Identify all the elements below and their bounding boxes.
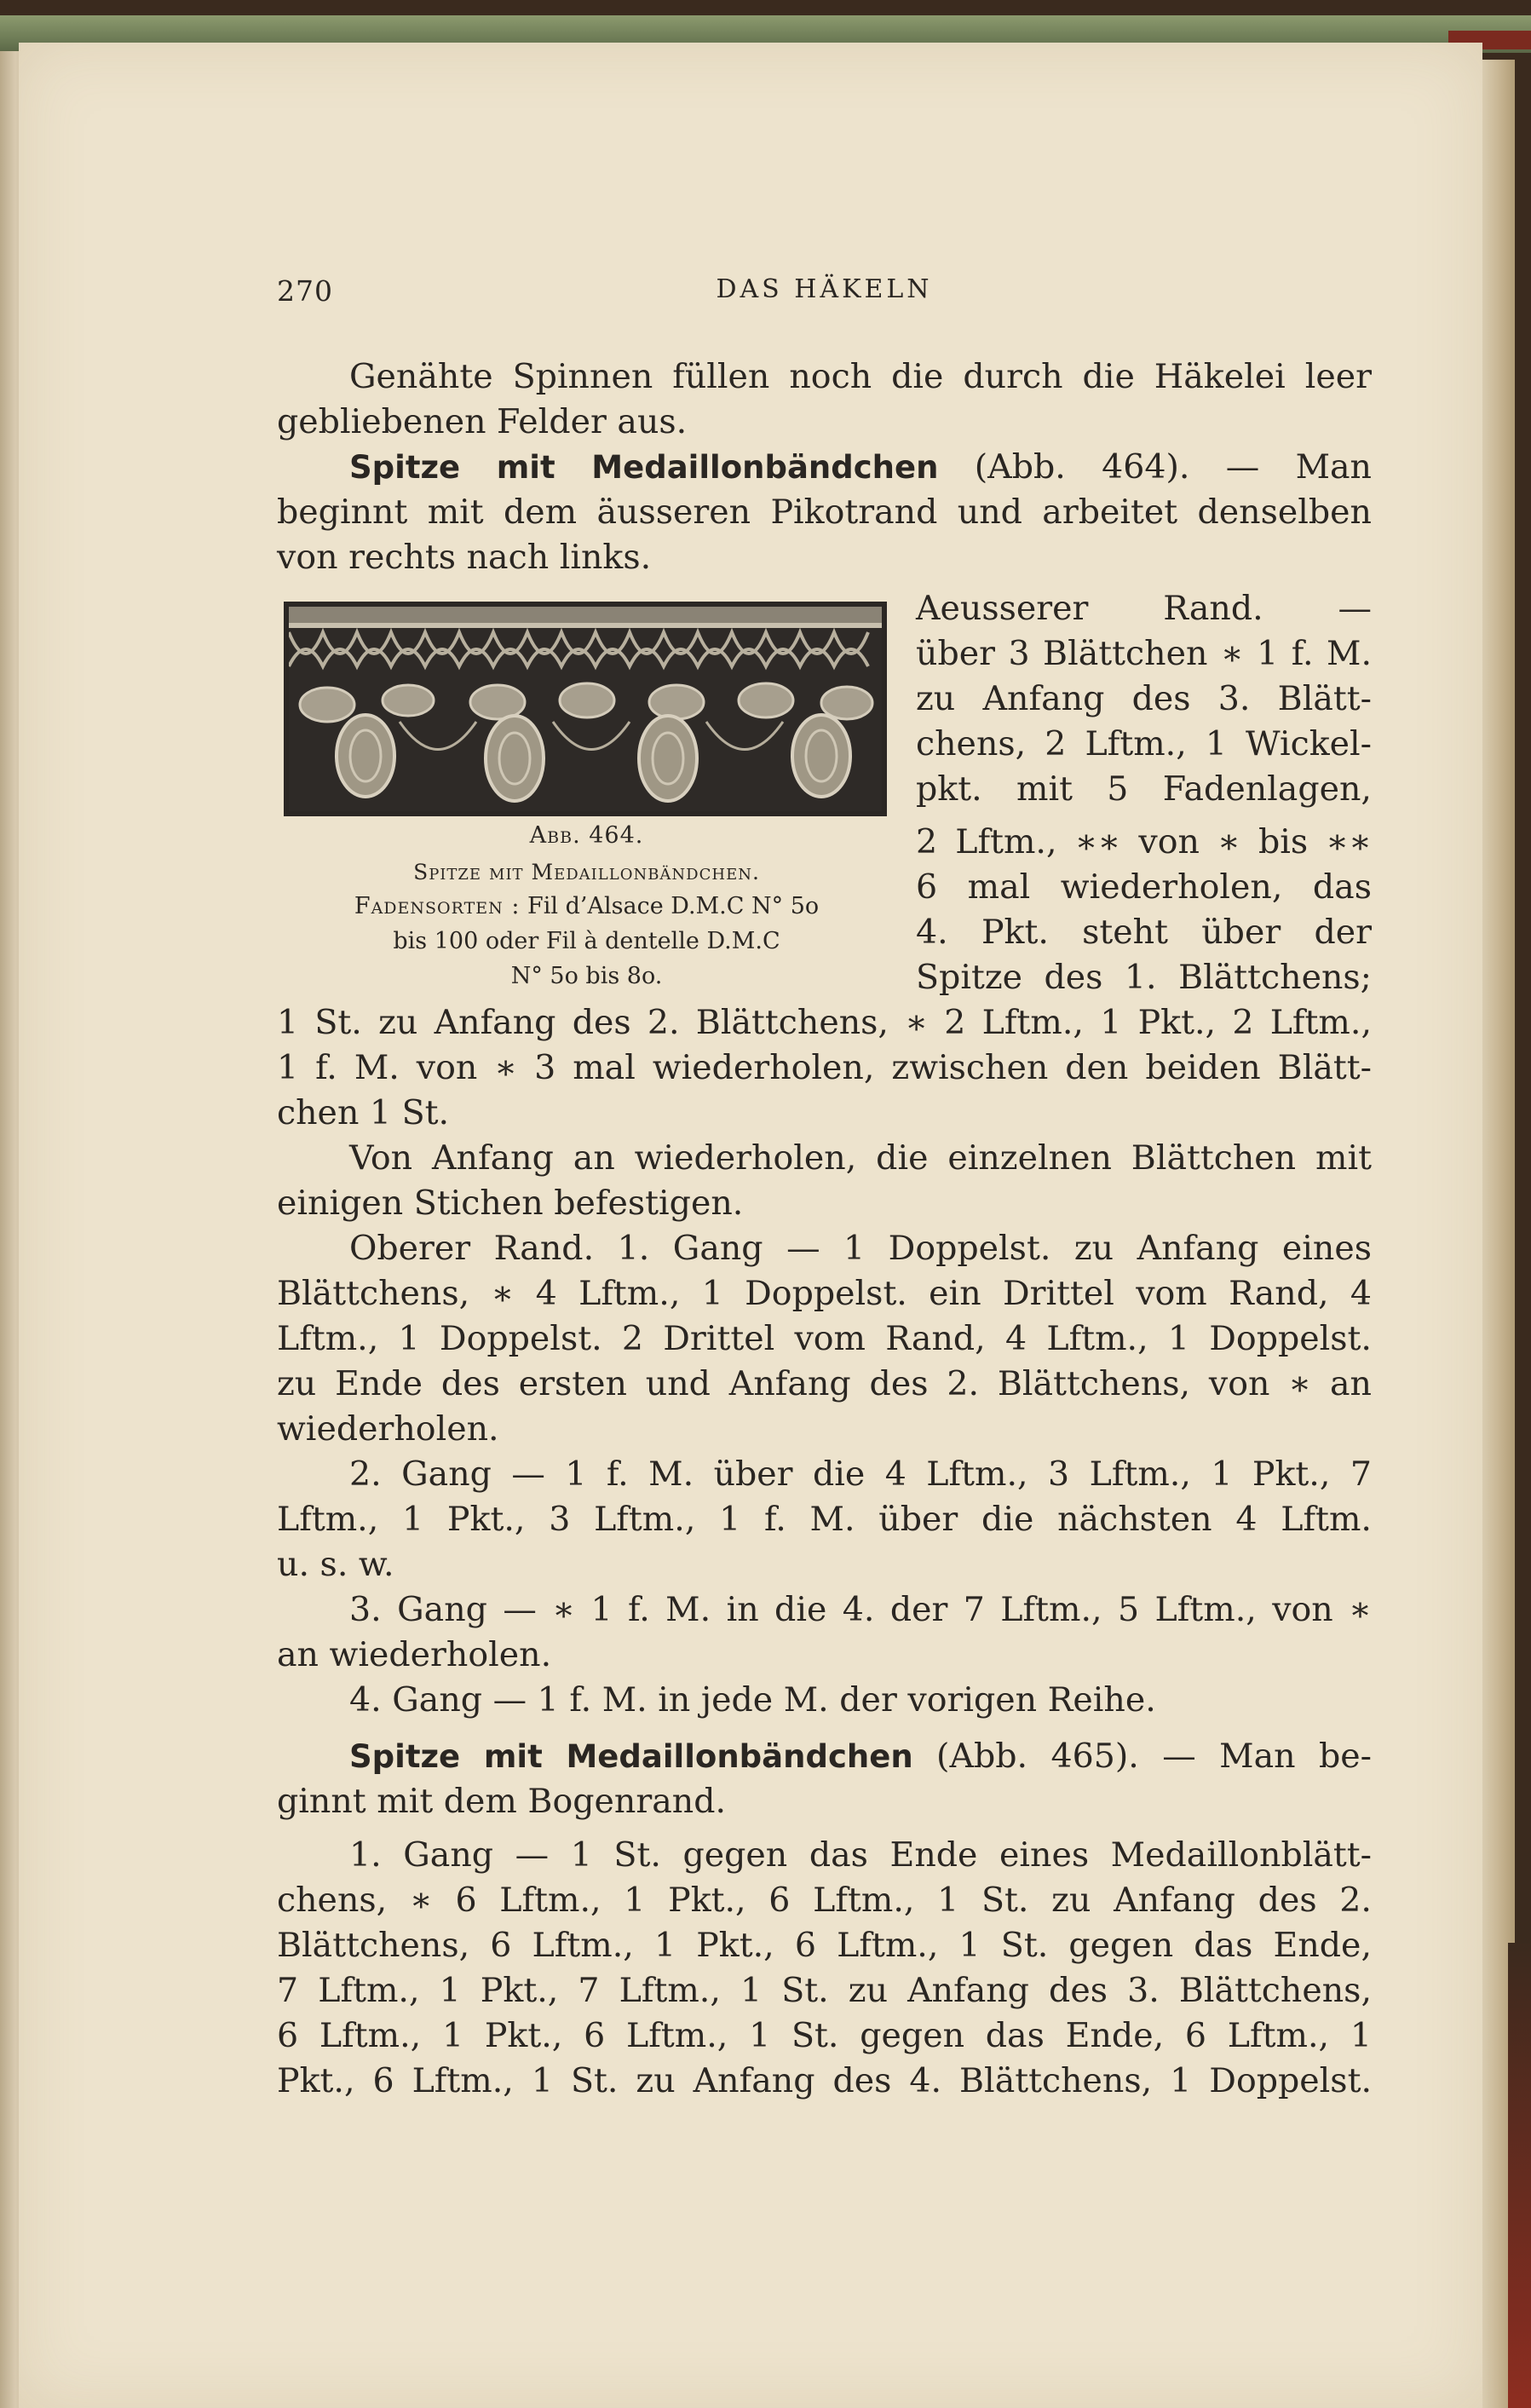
text-line: 1 f. M. von ∗ 3 mal wiederholen, zwischen den beiden Blätt- bbox=[277, 1048, 1372, 1087]
aside-line: 6 mal wiederholen, das bbox=[916, 867, 1372, 907]
cover-edge-red bbox=[1508, 1943, 1531, 2408]
text-line: einigen Stichen befestigen. bbox=[277, 1184, 744, 1223]
text-span: (Abb. 465). — Man be- bbox=[912, 1737, 1372, 1776]
aside-line: pkt. mit 5 Fadenlagen, bbox=[916, 769, 1372, 809]
section-heading-line bbox=[277, 441, 1372, 493]
lace-pattern-image bbox=[289, 607, 882, 811]
section-heading: Spitze mit Medaillonbändchen bbox=[349, 1738, 913, 1775]
aside-line: zu Anfang des 3. Blätt- bbox=[916, 679, 1372, 718]
text-line: 6 Lftm., 1 Pkt., 6 Lftm., 1 St. gegen das Ende, 6 Lftm., 1 bbox=[277, 2016, 1372, 2055]
text-line: Lftm., 1 Pkt., 3 Lftm., 1 f. M. über die nächsten 4 Lftm. bbox=[277, 1500, 1372, 1539]
text-line: 1. Gang — 1 St. gegen das Ende eines Medaillonblätt- bbox=[349, 1835, 1372, 1875]
aside-line: über 3 Blättchen ∗ 1 f. M. bbox=[916, 634, 1372, 673]
text-line: Genähte Spinnen füllen noch die durch die Häkelei leer bbox=[349, 357, 1372, 396]
text-line: an wiederholen. bbox=[277, 1635, 552, 1674]
text-line: 2. Gang — 1 f. M. über die 4 Lftm., 3 Lftm., 1 Pkt., 7 bbox=[349, 1455, 1372, 1494]
text-line: u. s. w. bbox=[277, 1545, 394, 1584]
text-line: Lftm., 1 Doppelst. 2 Drittel vom Rand, 4 Lftm., 1 Doppelst. bbox=[277, 1319, 1372, 1358]
text-line: chen 1 St. bbox=[277, 1093, 450, 1132]
text-line: beginnt mit dem äusseren Pikotrand und arbeitet denselben bbox=[277, 493, 1372, 532]
aside-line: Spitze des 1. Blättchens; bbox=[916, 958, 1372, 997]
text-line: zu Ende des ersten und Anfang des 2. Blättchens, von ∗ an bbox=[277, 1364, 1372, 1403]
aside-line: Aeusserer Rand. — bbox=[916, 589, 1372, 628]
text-span: (Abb. 464). — Man bbox=[938, 447, 1372, 487]
text-line: Oberer Rand. 1. Gang — 1 Doppelst. zu Anfang eines bbox=[349, 1229, 1372, 1268]
section-heading: Spitze mit Medaillonbändchen bbox=[349, 449, 939, 486]
text-line: chens, ∗ 6 Lftm., 1 Pkt., 6 Lftm., 1 St. zu Anfang des 2. bbox=[277, 1881, 1372, 1920]
text-line: wiederholen. bbox=[277, 1409, 499, 1449]
text-line: 1 St. zu Anfang des 2. Blättchens, ∗ 2 Lftm., 1 Pkt., 2 Lftm., bbox=[277, 1003, 1372, 1042]
figure-caption-yarn-2: bis 100 oder Fil à dentelle D.M.C bbox=[393, 928, 780, 954]
text-line: Von Anfang an wiederholen, die einzelnen Blättchen mit bbox=[349, 1138, 1372, 1178]
text-line: Blättchens, 6 Lftm., 1 Pkt., 6 Lftm., 1 St. gegen das Ende, bbox=[277, 1926, 1372, 1965]
figure-caption-title: Spitze mit Medaillonbändchen. bbox=[413, 860, 760, 884]
section-heading-line bbox=[277, 1731, 1372, 1782]
text-line: ginnt mit dem Bogenrand. bbox=[277, 1782, 727, 1821]
text-line: 7 Lftm., 1 Pkt., 7 Lftm., 1 St. zu Anfang des 3. Blättchens, bbox=[277, 1971, 1372, 2010]
text-line: Pkt., 6 Lftm., 1 St. zu Anfang des 4. Blättchens, 1 Doppelst. bbox=[277, 2061, 1372, 2100]
text-line: gebliebenen Felder aus. bbox=[277, 402, 688, 441]
aside-line: 4. Pkt. steht über der bbox=[916, 913, 1372, 952]
figure-caption-number: Abb. 464. bbox=[529, 822, 644, 849]
running-head bbox=[277, 274, 1372, 317]
text-line: Blättchens, ∗ 4 Lftm., 1 Doppelst. ein Drittel vom Rand, 4 bbox=[277, 1274, 1372, 1313]
aside-line: chens, 2 Lftm., 1 Wickel- bbox=[916, 724, 1372, 763]
page-number: 270 bbox=[277, 274, 333, 308]
text-line: von rechts nach links. bbox=[277, 538, 652, 577]
running-title: DAS HÄKELN bbox=[716, 274, 933, 304]
text-line: 3. Gang — ∗ 1 f. M. in die 4. der 7 Lftm., 5 Lftm., von ∗ bbox=[349, 1590, 1372, 1629]
aside-line: 2 Lftm., ∗∗ von ∗ bis ∗∗ bbox=[916, 822, 1372, 861]
figure-caption-yarn-3: N° 5o bis 8o. bbox=[510, 963, 663, 989]
text-line: 4. Gang — 1 f. M. in jede M. der vorigen Reihe. bbox=[349, 1680, 1156, 1720]
figure-caption-yarn: Fadensorten : Fil d’Alsace D.M.C N° 5o bbox=[354, 893, 820, 919]
lace-illustration bbox=[284, 602, 887, 816]
